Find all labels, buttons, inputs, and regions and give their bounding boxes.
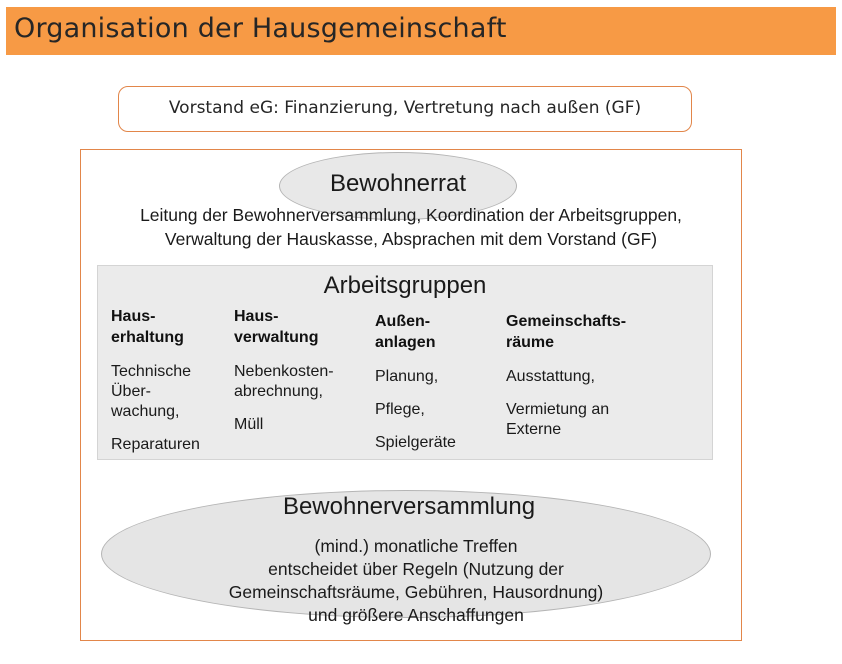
group-heading-line: anlagen: [375, 334, 436, 351]
page-title: Organisation der Hausgemeinschaft: [14, 13, 507, 44]
group-gemeinschaftsraeume: [506, 311, 626, 453]
group-item: Reparaturen: [111, 436, 200, 453]
group-heading-line: verwaltung: [234, 329, 319, 346]
group-items: [234, 362, 334, 435]
bewohnerversammlung-line1: (mind.) monatliche Treffen: [314, 536, 518, 556]
group-heading-line: erhaltung: [111, 329, 184, 346]
group-aussenanlagen: [375, 311, 456, 466]
group-heading: [234, 306, 334, 348]
group-hausverwaltung: [234, 306, 334, 448]
bewohnerversammlung-line3: Gemeinschaftsräume, Gebühren, Hausordnung): [228, 582, 604, 602]
bewohnerrat-title: Bewohnerrat: [329, 170, 467, 197]
group-heading-line: Haus-: [234, 308, 279, 325]
group-heading: [375, 311, 456, 353]
group-items: [375, 367, 456, 453]
group-item: Nebenkosten- abrechnung,: [234, 363, 334, 400]
group-hauserhaltung: [111, 306, 200, 468]
group-item: Spielgeräte: [375, 434, 456, 451]
bewohnerversammlung-line2: entscheidet über Regeln (Nutzung der: [268, 559, 564, 579]
vorstand-box: [118, 86, 692, 132]
group-heading: [506, 311, 626, 353]
group-item: Ausstattung,: [506, 368, 595, 385]
group-heading-line: Gemeinschafts-: [506, 313, 627, 330]
group-item: Vermietung an Externe: [506, 401, 610, 438]
group-heading: [111, 306, 200, 348]
bewohnerversammlung-title: Bewohnerversammlung: [282, 493, 536, 520]
group-heading-line: Haus-: [111, 308, 156, 325]
group-items: [506, 367, 626, 440]
group-heading-line: Außen-: [375, 313, 431, 330]
bewohnerversammlung-line4: und größere Anschaffungen: [308, 605, 524, 625]
bewohnerrat-description-line1: Leitung der Bewohnerversammlung, Koordination der Arbeitsgruppen,: [140, 205, 682, 225]
group-item: Pflege,: [375, 401, 425, 418]
title-bar: [6, 7, 836, 55]
group-item: Müll: [234, 416, 264, 433]
arbeitsgruppen-title: Arbeitsgruppen: [323, 272, 487, 299]
group-items: [111, 362, 200, 455]
vorstand-text: Vorstand eG: Finanzierung, Vertretung nach außen (GF): [168, 98, 642, 118]
group-item: Technische Über- wachung,: [111, 363, 192, 420]
group-item: Planung,: [375, 368, 439, 385]
bewohnerrat-description-line2: Verwaltung der Hauskasse, Absprachen mit dem Vorstand (GF): [164, 229, 658, 249]
group-heading-line: räume: [506, 334, 555, 351]
